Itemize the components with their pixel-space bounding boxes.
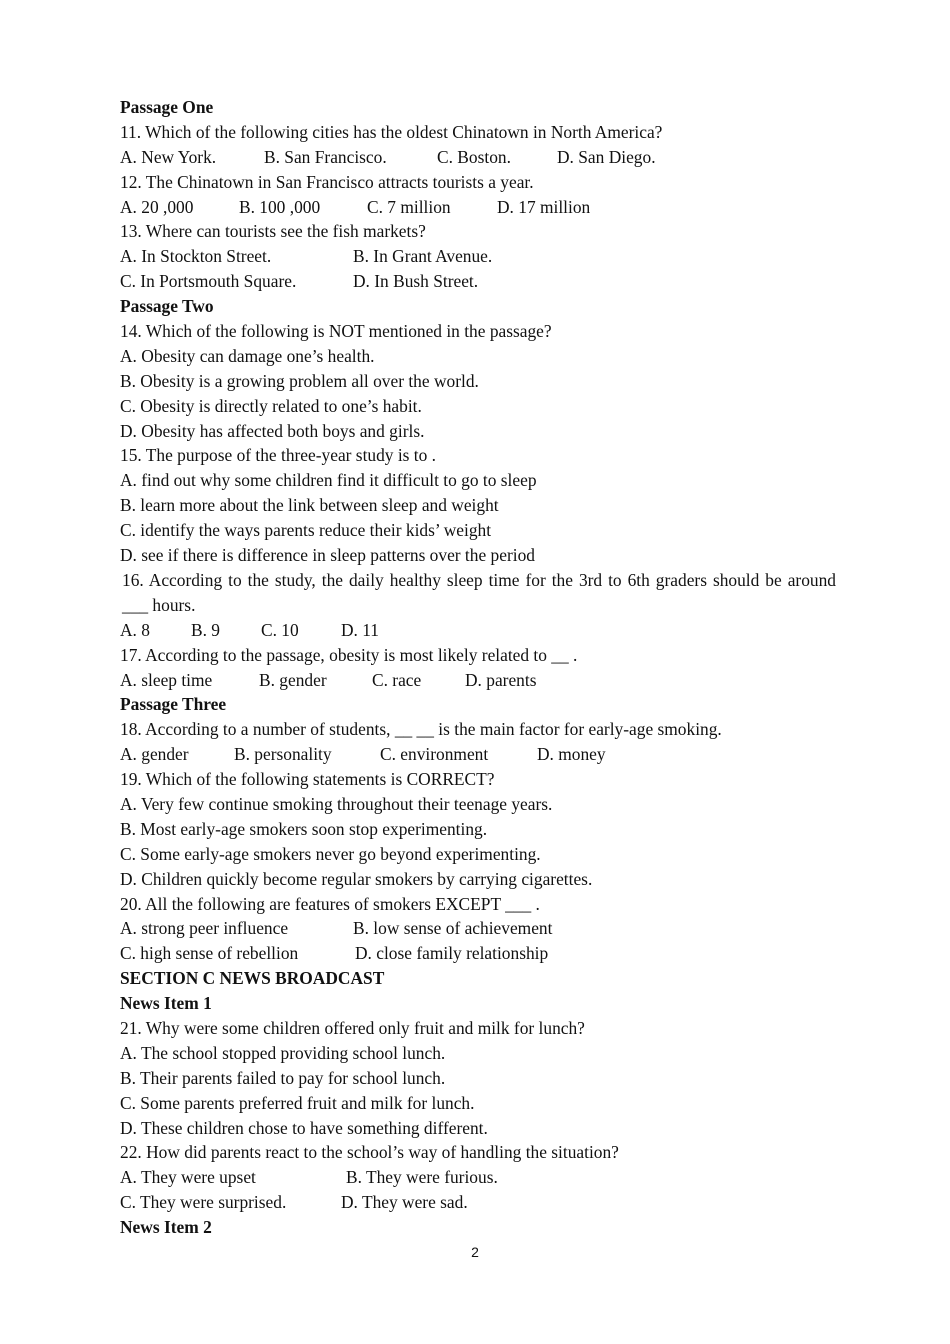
q18-option-c: C. environment (380, 744, 489, 765)
passage-three-heading: Passage Three (120, 694, 227, 715)
q16-question: 16. According to the study, the daily healthy sleep time for the 3rd to 6th graders should be around ___ hours. (122, 569, 836, 615)
q19-option-b: B. Most early-age smokers soon stop experimenting. (120, 818, 488, 839)
q11-question: 11. Which of the following cities has the oldest Chinatown in North America? (120, 121, 663, 142)
q11-option-c: C. Boston. (437, 146, 511, 167)
q12-options (120, 195, 836, 220)
q22-options-cd (120, 1190, 836, 1215)
q19-option-d: D. Children quickly become regular smokers by carrying cigarettes. (120, 868, 593, 889)
q20-options-cd (120, 941, 836, 966)
q22-option-d: D. They were sad. (341, 1192, 468, 1213)
q18-option-b: B. personality (234, 744, 332, 765)
q12-option-d: D. 17 million (497, 196, 591, 217)
q22-option-b: B. They were furious. (346, 1167, 498, 1188)
news-item-1-heading: News Item 1 (120, 993, 212, 1014)
q17-option-d: D. parents (465, 669, 537, 690)
q19-option-c: C. Some early-age smokers never go beyond experimenting. (120, 843, 541, 864)
q20-question: 20. All the following are features of smokers EXCEPT ___ . (120, 893, 540, 914)
q16-option-a: A. 8 (120, 619, 150, 640)
q18-question: 18. According to a number of students, __ __ is the main factor for early-age smoking. (120, 719, 722, 740)
q13-options-cd (120, 269, 836, 294)
news-item-2-heading: News Item 2 (120, 1217, 212, 1238)
q20-option-c: C. high sense of rebellion (120, 943, 299, 964)
q21-question: 21. Why were some children offered only fruit and milk for lunch? (120, 1017, 585, 1038)
q12-option-a: A. 20 ,000 (120, 196, 194, 217)
q21-option-d: D. These children chose to have something different. (120, 1117, 488, 1138)
q21-option-b: B. Their parents failed to pay for school lunch. (120, 1067, 446, 1088)
q14-question: 14. Which of the following is NOT mentioned in the passage? (120, 321, 552, 342)
page-number: 2 (471, 1244, 479, 1260)
q20-options-ab (120, 916, 836, 941)
q19-question: 19. Which of the following statements is CORRECT? (120, 769, 495, 790)
q17-option-a: A. sleep time (120, 669, 213, 690)
q22-question: 22. How did parents react to the school’s way of handling the situation? (120, 1142, 619, 1163)
q16-options (120, 618, 836, 643)
section-c-heading: SECTION C NEWS BROADCAST (120, 968, 385, 989)
q12-option-b: B. 100 ,000 (239, 196, 321, 217)
q22-options-ab (120, 1165, 836, 1190)
q13-question: 13. Where can tourists see the fish markets? (120, 221, 426, 242)
q13-option-c: C. In Portsmouth Square. (120, 271, 297, 292)
q17-option-c: C. race (372, 669, 422, 690)
q22-option-c: C. They were surprised. (120, 1192, 287, 1213)
q17-question: 17. According to the passage, obesity is most likely related to __ . (120, 644, 578, 665)
q12-question: 12. The Chinatown in San Francisco attracts tourists a year. (120, 171, 534, 192)
q20-option-d: D. close family relationship (355, 943, 549, 964)
q17-options (120, 668, 836, 693)
q13-option-d: D. In Bush Street. (353, 271, 479, 292)
q13-option-b: B. In Grant Avenue. (353, 246, 493, 267)
q15-option-d: D. see if there is difference in sleep patterns over the period (120, 545, 535, 566)
q15-option-c: C. identify the ways parents reduce their kids’ weight (120, 520, 492, 541)
q14-option-c: C. Obesity is directly related to one’s habit. (120, 395, 422, 416)
q18-option-d: D. money (537, 744, 606, 765)
q13-option-a: A. In Stockton Street. (120, 246, 272, 267)
q11-option-d: D. San Diego. (557, 146, 656, 167)
q21-option-a: A. The school stopped providing school lunch. (120, 1042, 446, 1063)
q18-option-a: A. gender (120, 744, 189, 765)
q14-option-a: A. Obesity can damage one’s health. (120, 345, 375, 366)
q11-options (120, 145, 836, 170)
q14-option-b: B. Obesity is a growing problem all over the world. (120, 370, 479, 391)
passage-two-heading: Passage Two (120, 296, 214, 317)
q11-option-b: B. San Francisco. (264, 146, 387, 167)
q20-option-a: A. strong peer influence (120, 918, 289, 939)
q15-option-a: A. find out why some children find it difficult to go to sleep (120, 470, 537, 491)
q18-options (120, 742, 836, 767)
q19-option-a: A. Very few continue smoking throughout their teenage years. (120, 793, 553, 814)
q14-option-d: D. Obesity has affected both boys and girls. (120, 420, 425, 441)
q12-option-c: C. 7 million (367, 196, 451, 217)
q16-option-b: B. 9 (191, 619, 220, 640)
q13-options-ab (120, 244, 836, 269)
q15-question: 15. The purpose of the three-year study is to . (120, 445, 437, 466)
q16-option-d: D. 11 (341, 619, 379, 640)
q20-option-b: B. low sense of achievement (353, 918, 553, 939)
q22-option-a: A. They were upset (120, 1167, 256, 1188)
q21-option-c: C. Some parents preferred fruit and milk for lunch. (120, 1092, 475, 1113)
q17-option-b: B. gender (259, 669, 327, 690)
q11-option-a: A. New York. (120, 146, 217, 167)
q15-option-b: B. learn more about the link between sleep and weight (120, 495, 499, 516)
exam-page (120, 95, 836, 1240)
passage-one-heading: Passage One (120, 97, 214, 117)
q16-option-c: C. 10 (261, 619, 299, 640)
